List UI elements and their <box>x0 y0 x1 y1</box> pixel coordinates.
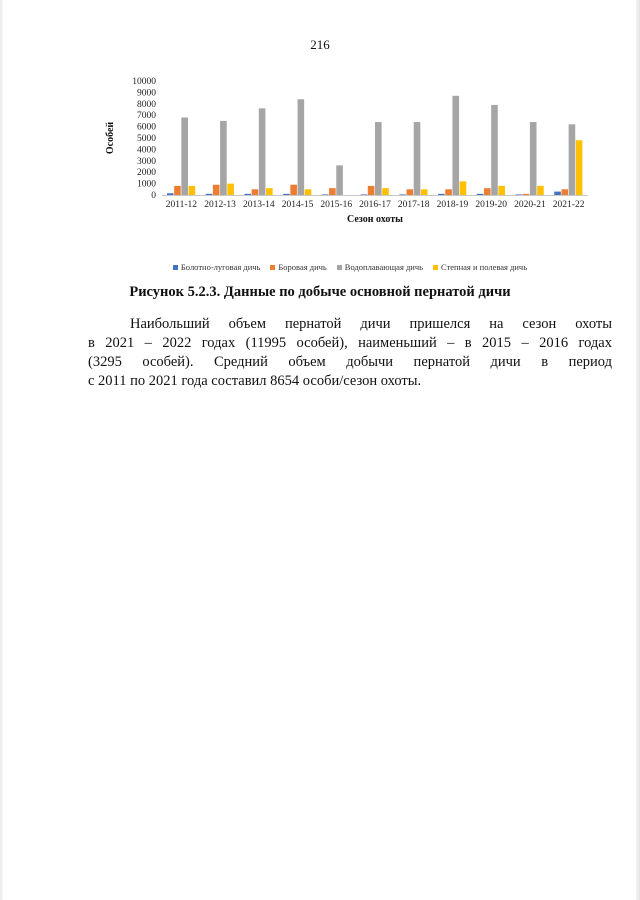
bar <box>537 186 544 195</box>
legend-item <box>337 262 423 272</box>
bar <box>329 188 336 195</box>
x-tick-label: 2012-13 <box>204 200 236 210</box>
bar <box>189 186 196 195</box>
body-paragraph <box>88 315 612 391</box>
x-tick-label: 2015-16 <box>320 200 353 210</box>
legend-label: Водоплавающая дичь <box>344 262 424 272</box>
bar <box>438 194 445 195</box>
y-tick-label: 9000 <box>137 88 156 99</box>
bar <box>460 181 467 195</box>
legend-item <box>173 262 261 272</box>
x-axis-label: Сезон охоты <box>347 214 403 225</box>
paragraph-line: Наибольший объем пернатой дичи пришелся на сезон охоты <box>130 316 612 332</box>
legend-label: Степная и полевая дичь <box>441 262 528 272</box>
bar <box>530 122 537 195</box>
bar <box>421 189 428 195</box>
figure-caption: Рисунок 5.2.3. Данные по добыче основной пернатой дичи <box>129 284 511 300</box>
x-tick-label: 2021-22 <box>552 200 585 210</box>
x-tick-label: 2016-17 <box>359 200 391 210</box>
paragraph-line: в 2021 – 2022 годах (11995 особей), наименьший – в 2015 – 2016 годах <box>88 335 612 351</box>
bar <box>523 194 530 195</box>
legend-swatch <box>337 265 342 270</box>
bar <box>181 117 188 195</box>
bar <box>407 189 414 195</box>
bar <box>167 193 174 195</box>
bar <box>206 194 213 195</box>
paragraph-line: с 2011 по 2021 года составил 8654 особи/сезон охоты. <box>88 373 422 389</box>
bar <box>322 194 329 195</box>
bar <box>266 188 273 195</box>
bar <box>259 108 266 195</box>
bar <box>220 121 227 195</box>
bar <box>554 192 561 195</box>
y-tick-label: 6000 <box>137 122 156 133</box>
bar <box>491 105 498 195</box>
y-tick-label: 2000 <box>137 168 156 179</box>
bar <box>305 189 312 195</box>
bar <box>375 122 382 195</box>
legend-item <box>270 262 326 272</box>
bar <box>298 99 305 195</box>
y-tick-label: 7000 <box>137 111 156 122</box>
bar <box>290 185 297 195</box>
x-tick-label: 2019-20 <box>475 200 508 210</box>
bar <box>336 165 343 195</box>
y-tick-label: 3000 <box>137 156 156 167</box>
legend-label: Боровая дичь <box>278 262 327 272</box>
chart-legend <box>100 262 600 272</box>
x-tick-label: 2017-18 <box>397 200 430 210</box>
bar <box>368 186 375 195</box>
x-tick-label: 2020-21 <box>514 200 546 210</box>
bar <box>569 124 576 195</box>
bar <box>576 140 583 195</box>
bar <box>477 194 484 195</box>
bar <box>283 194 290 195</box>
legend-swatch <box>433 265 438 270</box>
x-tick-label: 2011-12 <box>165 200 198 210</box>
bar <box>252 189 259 195</box>
x-tick-label: 2013-14 <box>242 200 275 210</box>
scan-edge-right <box>636 0 640 900</box>
scan-edge-left <box>0 0 3 900</box>
y-tick-label: 4000 <box>137 145 156 156</box>
legend-item <box>433 262 527 272</box>
bar <box>382 188 389 195</box>
bar <box>361 194 368 195</box>
bar <box>561 189 568 195</box>
bar <box>484 188 491 195</box>
legend-swatch <box>173 265 178 270</box>
paragraph-line: (3295 особей). Средний объем добычи пернатой дичи в период <box>88 354 612 370</box>
y-tick-label: 1000 <box>137 179 156 190</box>
y-tick-label: 0 <box>151 191 156 201</box>
x-tick-label: 2018-19 <box>436 200 469 210</box>
y-tick-label: 5000 <box>137 134 156 144</box>
legend-swatch <box>270 265 275 270</box>
bar <box>498 186 505 195</box>
bar-chart <box>100 70 600 280</box>
legend-label: Болотно-луговая дичь <box>180 262 261 272</box>
bar <box>445 189 452 195</box>
bar <box>516 194 523 195</box>
bar <box>174 186 181 195</box>
y-axis-label: Особей <box>105 121 116 155</box>
y-tick-label: 8000 <box>137 99 156 110</box>
page-number: 216 <box>310 37 330 52</box>
bar <box>244 194 251 195</box>
x-tick-label: 2014-15 <box>281 200 314 210</box>
bar <box>227 184 234 195</box>
bar <box>452 96 459 195</box>
bar <box>399 194 406 195</box>
y-tick-label: 10000 <box>132 77 156 87</box>
bar <box>414 122 421 195</box>
bar <box>213 185 220 195</box>
